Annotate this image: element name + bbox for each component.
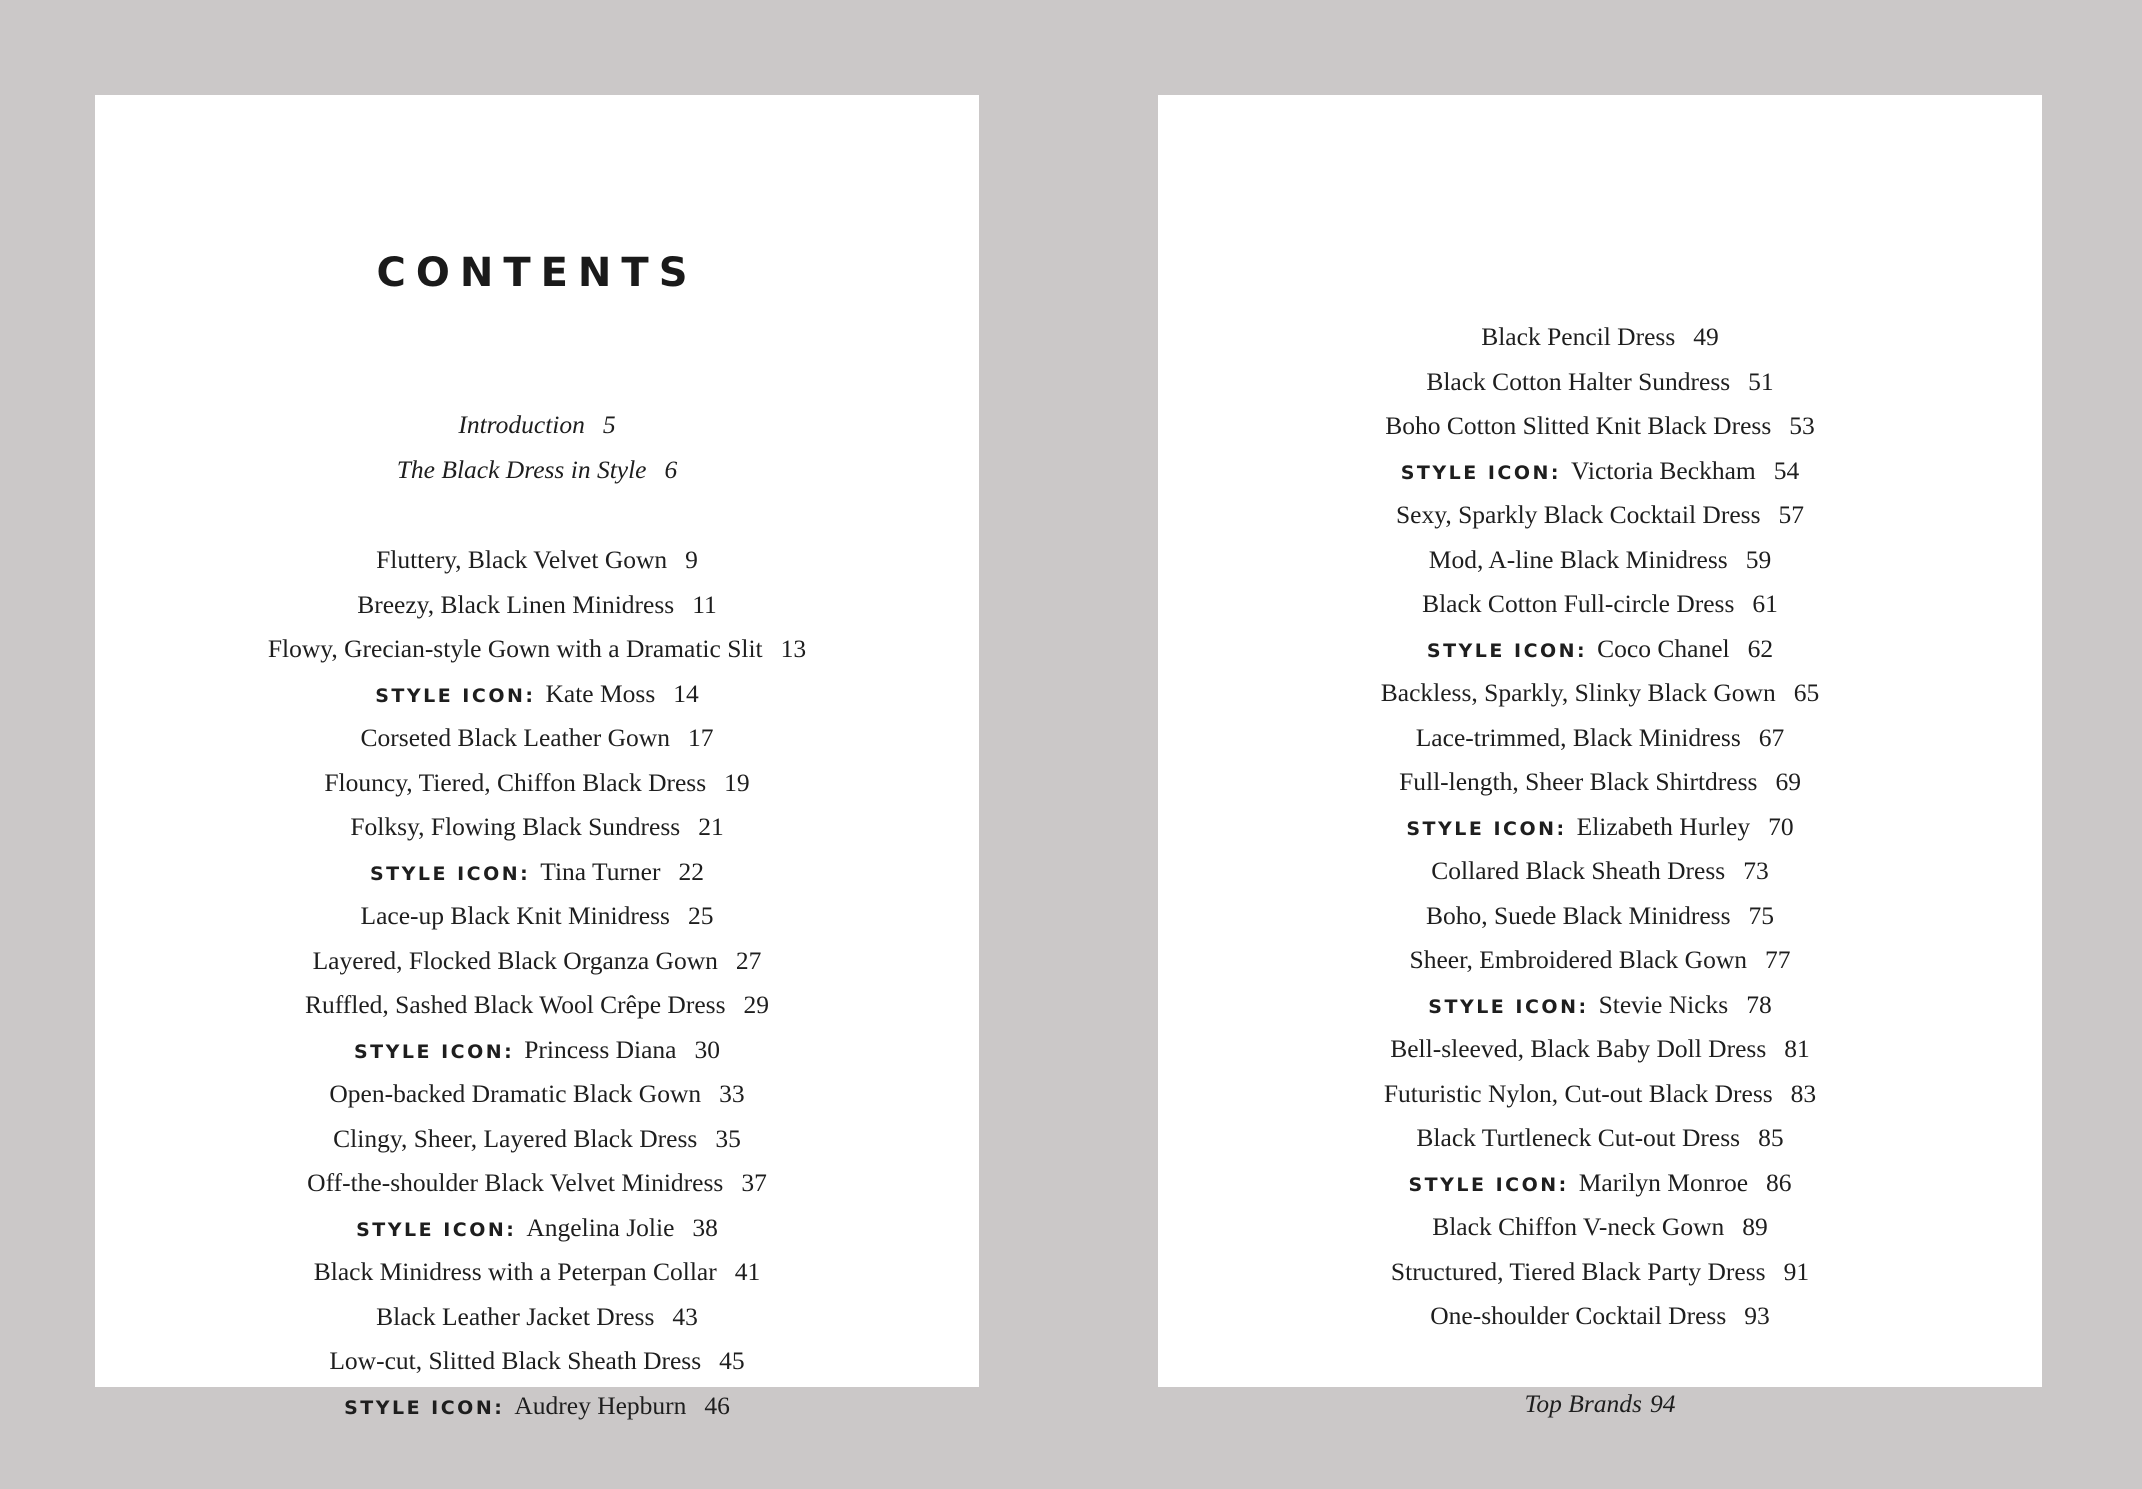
page-number: 19	[724, 767, 750, 797]
style-icon-label: STYLE ICON:	[344, 1396, 505, 1419]
entry-title: Introduction	[458, 410, 585, 439]
page-number: 51	[1748, 366, 1774, 396]
page-number: 53	[1789, 411, 1815, 440]
toc-entry	[1158, 1382, 2042, 1427]
toc-entry	[1158, 1294, 2042, 1339]
toc-entry	[1158, 1205, 2042, 1250]
page-number: 30	[694, 1034, 721, 1064]
entry-title: Open-backed Dramatic Black Gown	[329, 1079, 702, 1108]
entry-title: Low-cut, Slitted Black Sheath Dress	[329, 1346, 702, 1375]
entry-title: Black Cotton Full-circle Dress	[1422, 589, 1735, 618]
page-number: 86	[1766, 1167, 1792, 1197]
toc-entry	[1158, 760, 2042, 805]
toc-entry	[95, 448, 979, 493]
entry-title: Kate Moss	[545, 678, 656, 708]
entry-title: Black Minidress with a Peterpan Collar	[313, 1257, 717, 1286]
page-number: 9	[685, 545, 698, 574]
entry-title: Ruffled, Sashed Black Wool Crêpe Dress	[304, 990, 726, 1019]
page-number: 78	[1746, 989, 1772, 1019]
page-number: 41	[734, 1257, 761, 1286]
toc-entry	[95, 894, 979, 939]
entry-title: Victoria Beckham	[1571, 455, 1756, 485]
entry-title: Angelina Jolie	[526, 1212, 675, 1242]
toc-entry	[1158, 493, 2042, 538]
entry-title: Backless, Sparkly, Slinky Black Gown	[1380, 678, 1776, 707]
toc-entry	[1158, 716, 2042, 761]
entry-title: Futuristic Nylon, Cut-out Black Dress	[1383, 1078, 1773, 1108]
entry-title: Black Leather Jacket Dress	[376, 1301, 655, 1331]
toc-entry	[95, 1339, 979, 1384]
style-icon-label: STYLE ICON:	[1406, 817, 1567, 840]
entry-title: Layered, Flocked Black Organza Gown	[312, 945, 718, 975]
entry-title: Black Chiffon V-neck Gown	[1432, 1212, 1725, 1241]
page-number: 57	[1778, 500, 1804, 529]
toc-entry	[95, 1295, 979, 1340]
toc-entry	[95, 538, 979, 583]
style-icon-label: STYLE ICON:	[1428, 995, 1589, 1018]
toc-entry	[1158, 360, 2042, 405]
page-number: 27	[735, 945, 762, 975]
page-number: 38	[692, 1212, 718, 1242]
page-number: 81	[1784, 1034, 1810, 1063]
toc-entry	[95, 983, 979, 1028]
toc-entry-style-icon	[1158, 1161, 2042, 1206]
entry-title: Coco Chanel	[1597, 633, 1730, 663]
page-number: 70	[1768, 811, 1794, 841]
entry-title: Tina Turner	[540, 856, 661, 886]
toc-entry	[1158, 1250, 2042, 1295]
page-number: 62	[1747, 633, 1774, 663]
entry-title: Elizabeth Hurley	[1576, 811, 1751, 841]
toc-entry-style-icon	[1158, 805, 2042, 850]
page-number: 73	[1743, 856, 1769, 885]
entry-title: Audrey Hepburn	[514, 1390, 687, 1420]
toc-entry	[1158, 1116, 2042, 1161]
toc-entry	[1158, 938, 2042, 983]
entry-title: Princess Diana	[524, 1034, 677, 1064]
page-number: 5	[602, 410, 616, 439]
page-title: CONTENTS	[376, 250, 698, 296]
left-toc-list	[95, 538, 979, 1428]
style-icon-label: STYLE ICON:	[1426, 639, 1588, 662]
entry-title: Collared Black Sheath Dress	[1431, 856, 1726, 885]
toc-entry	[95, 716, 979, 761]
page-number: 11	[692, 589, 717, 619]
toc-entry-style-icon	[95, 850, 979, 895]
page-number: 85	[1758, 1123, 1784, 1152]
page-number: 43	[672, 1301, 698, 1331]
toc-entry	[1158, 671, 2042, 716]
entry-title: Boho Cotton Slitted Knit Black Dress	[1385, 411, 1772, 440]
page-number: 89	[1742, 1212, 1768, 1241]
toc-entry	[95, 939, 979, 984]
page-number: 21	[698, 812, 724, 841]
toc-entry	[1158, 849, 2042, 894]
toc-entry	[1158, 1027, 2042, 1072]
style-icon-label: STYLE ICON:	[1400, 461, 1562, 484]
page-number: 61	[1752, 589, 1778, 618]
entry-title: Lace-trimmed, Black Minidress	[1415, 722, 1741, 752]
page-number: 33	[719, 1079, 745, 1108]
page-number: 93	[1744, 1301, 1770, 1330]
style-icon-label: STYLE ICON:	[375, 684, 536, 707]
entry-title: Black Pencil Dress	[1481, 322, 1676, 351]
page-number: 14	[673, 678, 699, 708]
page-number: 45	[719, 1346, 745, 1375]
toc-entry	[1158, 1072, 2042, 1117]
toc-entry	[95, 1072, 979, 1117]
toc-entry	[1158, 404, 2042, 449]
toc-entry	[95, 403, 979, 448]
toc-entry	[95, 1117, 979, 1162]
page-number: 29	[743, 990, 769, 1019]
toc-entry-style-icon	[95, 672, 979, 717]
entry-title: Off-the-shoulder Black Velvet Minidress	[307, 1168, 724, 1197]
entry-title: Full-length, Sheer Black Shirtdress	[1399, 767, 1758, 796]
toc-entry	[95, 583, 979, 628]
toc-entry	[95, 1250, 979, 1295]
toc-entry	[95, 627, 979, 672]
end-entries-list	[1158, 1382, 2042, 1427]
entry-title: One-shoulder Cocktail Dress	[1430, 1301, 1727, 1330]
page-number: 35	[715, 1123, 741, 1153]
page-number: 17	[687, 723, 714, 752]
toc-entry	[1158, 538, 2042, 583]
style-icon-label: STYLE ICON:	[1408, 1173, 1569, 1196]
entry-title: Clingy, Sheer, Layered Black Dress	[333, 1123, 698, 1153]
page-number: 25	[687, 901, 714, 930]
toc-entry	[1158, 894, 2042, 939]
entry-title: Lace-up Black Knit Minidress	[360, 901, 670, 930]
toc-entry	[1158, 582, 2042, 627]
toc-entry-style-icon	[95, 1206, 979, 1251]
right-page	[1158, 95, 2042, 1418]
entry-title: Breezy, Black Linen Minidress	[357, 589, 675, 619]
entry-title: Bell-sleeved, Black Baby Doll Dress	[1390, 1034, 1767, 1063]
left-page	[95, 95, 979, 1420]
page-number: 22	[678, 856, 704, 886]
page-number: 67	[1758, 722, 1785, 752]
toc-entry-style-icon	[1158, 627, 2042, 672]
entry-title: The Black Dress in Style	[396, 454, 647, 484]
toc-entry-style-icon	[95, 1028, 979, 1073]
page-number: 91	[1783, 1256, 1810, 1286]
entry-title: Structured, Tiered Black Party Dress	[1390, 1256, 1766, 1286]
page-number: 75	[1748, 900, 1775, 930]
page-number: 49	[1693, 322, 1719, 351]
page-number: 54	[1773, 455, 1800, 485]
page-number: 94	[1649, 1389, 1676, 1418]
toc-entry	[95, 805, 979, 850]
entry-title: Top Brands	[1524, 1389, 1642, 1418]
entry-title: Flowy, Grecian-style Gown with a Dramatic Slit	[267, 634, 763, 663]
page-number: 13	[780, 634, 807, 663]
entry-title: Fluttery, Black Velvet Gown	[376, 545, 668, 574]
page-number: 6	[664, 454, 678, 484]
page-number: 37	[741, 1168, 767, 1197]
toc-entry-style-icon	[1158, 983, 2042, 1028]
entry-title: Sexy, Sparkly Black Cocktail Dress	[1396, 500, 1761, 529]
toc-entry	[95, 761, 979, 806]
toc-entry	[95, 1161, 979, 1206]
style-icon-label: STYLE ICON:	[356, 1218, 517, 1241]
entry-title: Boho, Suede Black Minidress	[1425, 900, 1731, 930]
entry-title: Black Turtleneck Cut-out Dress	[1416, 1123, 1741, 1152]
page-number: 46	[704, 1390, 730, 1420]
entry-title: Flouncy, Tiered, Chiffon Black Dress	[324, 767, 707, 797]
entry-title: Corseted Black Leather Gown	[360, 723, 670, 752]
style-icon-label: STYLE ICON:	[369, 862, 531, 885]
toc-entry-style-icon	[95, 1384, 979, 1429]
intro-entries-list	[95, 403, 979, 492]
page-number: 69	[1775, 767, 1801, 796]
page-number: 77	[1764, 945, 1791, 974]
page-number: 59	[1745, 544, 1772, 574]
style-icon-label: STYLE ICON:	[353, 1040, 515, 1063]
page-number: 65	[1793, 678, 1820, 707]
entry-title: Marilyn Monroe	[1578, 1167, 1749, 1197]
entry-title: Sheer, Embroidered Black Gown	[1409, 945, 1747, 974]
page-number: 83	[1790, 1078, 1817, 1108]
entry-title: Black Cotton Halter Sundress	[1426, 366, 1731, 396]
right-toc-list	[1158, 315, 2042, 1339]
entry-title: Stevie Nicks	[1598, 989, 1729, 1019]
entry-title: Mod, A-line Black Minidress	[1428, 544, 1728, 574]
toc-entry-style-icon	[1158, 449, 2042, 494]
entry-title: Folksy, Flowing Black Sundress	[350, 812, 681, 841]
toc-entry	[1158, 315, 2042, 360]
